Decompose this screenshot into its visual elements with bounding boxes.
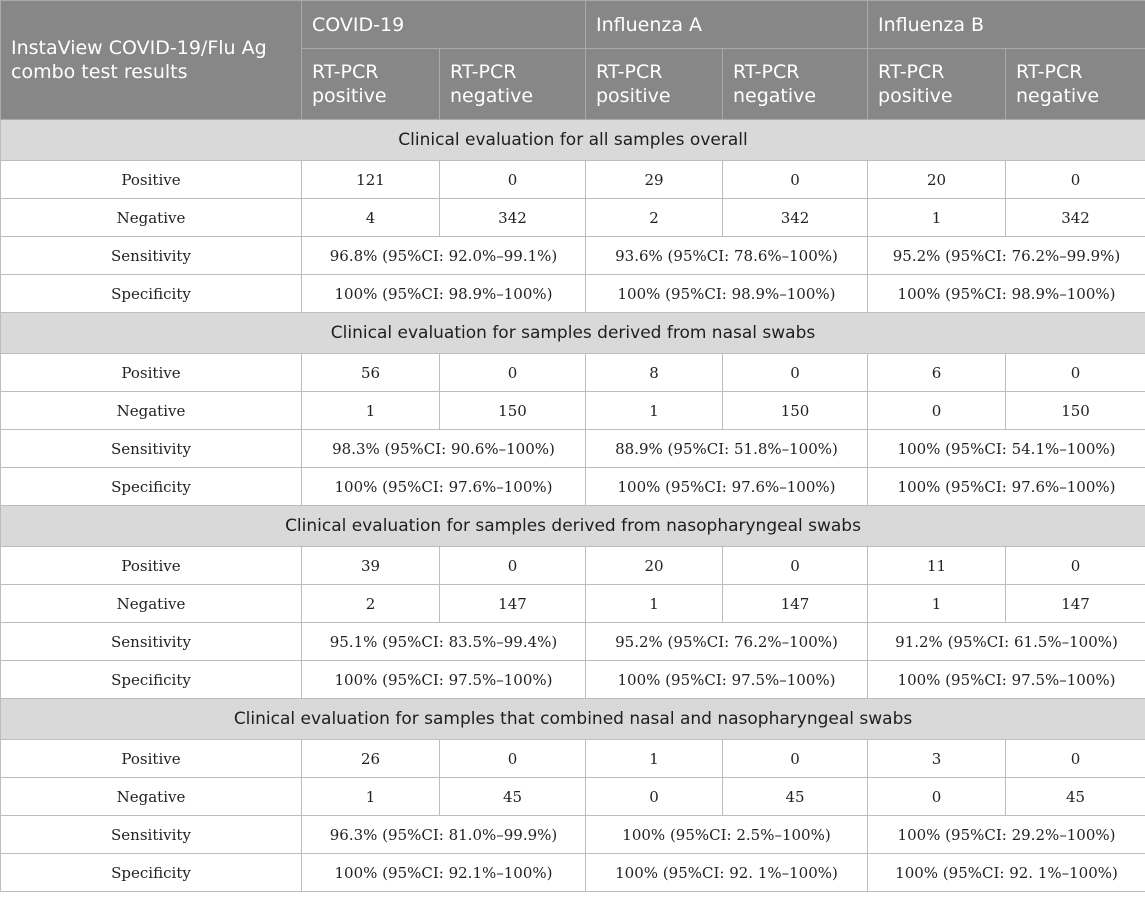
subcol-header: RT-PCR negative [723,49,868,120]
subcol-header: RT-PCR positive [586,49,723,120]
table-row [1,816,1145,854]
merged-cell: 93.6% (95%CI: 78.6%–100%) [586,237,868,275]
row-label: Positive [1,547,302,585]
cell: 1 [302,778,440,816]
section-header-row [1,120,1145,161]
row-label: Specificity [1,661,302,699]
merged-cell: 100% (95%CI: 98.9%–100%) [868,275,1145,313]
row-label: Positive [1,740,302,778]
cell: 0 [440,740,586,778]
cell: 1 [868,199,1006,237]
table-row [1,275,1145,313]
cell: 45 [723,778,868,816]
section-header-row [1,699,1145,740]
cell: 29 [586,161,723,199]
merged-cell: 100% (95%CI: 92. 1%–100%) [868,854,1145,892]
table-row [1,778,1145,816]
cell: 150 [440,392,586,430]
row-label: Positive [1,354,302,392]
merged-cell: 95.1% (95%CI: 83.5%–99.4%) [302,623,586,661]
cell: 0 [1006,547,1145,585]
merged-cell: 100% (95%CI: 54.1%–100%) [868,430,1145,468]
merged-cell: 100% (95%CI: 97.5%–100%) [302,661,586,699]
subcol-header: RT-PCR negative [440,49,586,120]
merged-cell: 100% (95%CI: 29.2%–100%) [868,816,1145,854]
cell: 1 [586,585,723,623]
table-row [1,199,1145,237]
subcol-header: RT-PCR negative [1006,49,1145,120]
merged-cell: 100% (95%CI: 98.9%–100%) [586,275,868,313]
row-label: Sensitivity [1,623,302,661]
cell: 150 [1006,392,1145,430]
cell: 0 [1006,161,1145,199]
table-row [1,854,1145,892]
row-label: Negative [1,199,302,237]
cell: 0 [440,161,586,199]
merged-cell: 98.3% (95%CI: 90.6%–100%) [302,430,586,468]
table-row [1,740,1145,778]
row-label-header: InstaView COVID-19/Flu Ag combo test results [1,1,302,120]
cell: 342 [1006,199,1145,237]
cell: 45 [1006,778,1145,816]
row-label: Sensitivity [1,430,302,468]
merged-cell: 100% (95%CI: 97.5%–100%) [868,661,1145,699]
cell: 2 [302,585,440,623]
header-group-row [1,1,1145,49]
cell: 0 [1006,354,1145,392]
cell: 147 [1006,585,1145,623]
merged-cell: 95.2% (95%CI: 76.2%–99.9%) [868,237,1145,275]
table-row [1,430,1145,468]
cell: 0 [586,778,723,816]
cell: 20 [586,547,723,585]
cell: 11 [868,547,1006,585]
row-label: Sensitivity [1,816,302,854]
table-row [1,623,1145,661]
merged-cell: 88.9% (95%CI: 51.8%–100%) [586,430,868,468]
section-header-row [1,313,1145,354]
subcol-header: RT-PCR positive [302,49,440,120]
row-label: Positive [1,161,302,199]
section-header-row [1,506,1145,547]
group-header-influenza-b: Influenza B [868,1,1145,49]
cell: 56 [302,354,440,392]
cell: 147 [440,585,586,623]
cell: 342 [723,199,868,237]
cell: 121 [302,161,440,199]
cell: 0 [723,354,868,392]
merged-cell: 95.2% (95%CI: 76.2%–100%) [586,623,868,661]
cell: 0 [440,547,586,585]
cell: 39 [302,547,440,585]
row-label: Negative [1,778,302,816]
merged-cell: 100% (95%CI: 97.5%–100%) [586,661,868,699]
cell: 0 [868,778,1006,816]
section-title: Clinical evaluation for samples derived from nasal swabs [1,313,1145,354]
merged-cell: 91.2% (95%CI: 61.5%–100%) [868,623,1145,661]
row-label: Negative [1,585,302,623]
merged-cell: 100% (95%CI: 92. 1%–100%) [586,854,868,892]
cell: 0 [440,354,586,392]
table-row [1,161,1145,199]
group-header-covid: COVID-19 [302,1,586,49]
cell: 3 [868,740,1006,778]
cell: 1 [586,740,723,778]
section-title: Clinical evaluation for all samples overall [1,120,1145,161]
merged-cell: 100% (95%CI: 97.6%–100%) [302,468,586,506]
cell: 0 [723,161,868,199]
cell: 26 [302,740,440,778]
merged-cell: 96.8% (95%CI: 92.0%–99.1%) [302,237,586,275]
cell: 147 [723,585,868,623]
row-label: Sensitivity [1,237,302,275]
cell: 150 [723,392,868,430]
merged-cell: 100% (95%CI: 97.6%–100%) [868,468,1145,506]
row-label: Specificity [1,468,302,506]
subcol-header: RT-PCR positive [868,49,1006,120]
table-row [1,392,1145,430]
cell: 0 [723,547,868,585]
table-row [1,237,1145,275]
group-header-influenza-a: Influenza A [586,1,868,49]
cell: 1 [868,585,1006,623]
merged-cell: 100% (95%CI: 92.1%–100%) [302,854,586,892]
cell: 0 [1006,740,1145,778]
table-row [1,468,1145,506]
table-row [1,661,1145,699]
cell: 0 [868,392,1006,430]
cell: 6 [868,354,1006,392]
row-label: Specificity [1,275,302,313]
merged-cell: 96.3% (95%CI: 81.0%–99.9%) [302,816,586,854]
cell: 45 [440,778,586,816]
cell: 0 [723,740,868,778]
cell: 4 [302,199,440,237]
cell: 8 [586,354,723,392]
section-title: Clinical evaluation for samples derived from nasopharyngeal swabs [1,506,1145,547]
merged-cell: 100% (95%CI: 97.6%–100%) [586,468,868,506]
section-title: Clinical evaluation for samples that combined nasal and nasopharyngeal swabs [1,699,1145,740]
row-label: Negative [1,392,302,430]
cell: 2 [586,199,723,237]
cell: 342 [440,199,586,237]
table-row [1,354,1145,392]
merged-cell: 100% (95%CI: 98.9%–100%) [302,275,586,313]
merged-cell: 100% (95%CI: 2.5%–100%) [586,816,868,854]
cell: 1 [302,392,440,430]
cell: 1 [586,392,723,430]
cell: 20 [868,161,1006,199]
row-label: Specificity [1,854,302,892]
table-row [1,547,1145,585]
table-row [1,585,1145,623]
